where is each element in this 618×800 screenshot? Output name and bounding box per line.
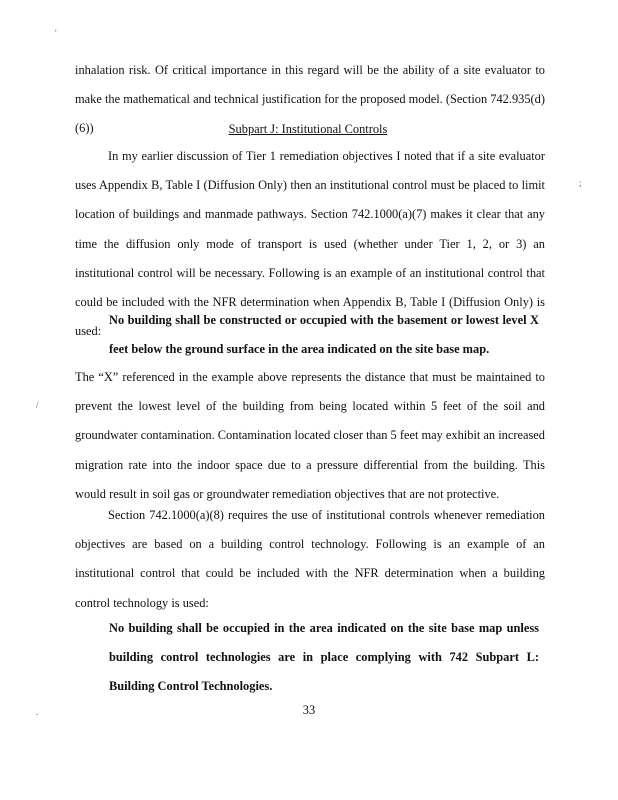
- page-number: 33: [302, 703, 316, 717]
- institutional-control-example-1: No building shall be constructed or occupied with the basement or lowest level X feet below the ground surface in the area indicated on the site base map.: [109, 313, 539, 357]
- margin-mark-right: ;: [579, 178, 582, 188]
- subpart-heading-text: Subpart J: Institutional Controls: [228, 122, 388, 136]
- margin-mark-left: /: [36, 400, 39, 410]
- institutional-control-example-2: No building shall be occupied in the area indicated on the site base map unless building control technologies are in place complying with 742 Subpart L: Building Control Technologies.: [109, 621, 539, 694]
- subpart-heading: [75, 121, 541, 137]
- paragraph-continuation: inhalation risk. Of critical importance in this regard will be the ability of a site evaluator to make the mathematical and technical justification for the proposed model. (Section 742.935(d)(6)): [75, 63, 545, 136]
- paragraph-tier1-diffusion: In my earlier discussion of Tier 1 remediation objectives I noted that if a site evaluator uses Appendix B, Table I (Diffusion Only) then an institutional control must be placed to limit location of buildings and manmade pathways. Section 742.1000(a)(7) makes it clear that any time the diffusion only mode of transport is used (whether under Tier 1, 2, or 3) an institutional control will be necessary. Following is an example of an institutional control that could be included with the NFR determination when Appendix B, Table I (Diffusion Only) is used:: [75, 149, 545, 339]
- scan-speck: ': [55, 28, 57, 38]
- scan-speck-bottom: .: [36, 707, 39, 717]
- paragraph-x-explained: The “X” referenced in the example above represents the distance that must be maintained to prevent the lowest level of the building from being located within 5 feet of the soil and groundwater contamination. Contamination located closer than 5 feet may exhibit an increased migration rate into the indoor space due to a pressure differential from the building. This would result in soil gas or groundwater remediation objectives that are not protective.: [75, 370, 545, 501]
- paragraph-section-742-1000-a8: Section 742.1000(a)(8) requires the use of institutional controls whenever remediation objectives are based on a building control technology. Following is an example of an institutional control that could be included with the NFR determination when a building control technology is used:: [75, 508, 545, 610]
